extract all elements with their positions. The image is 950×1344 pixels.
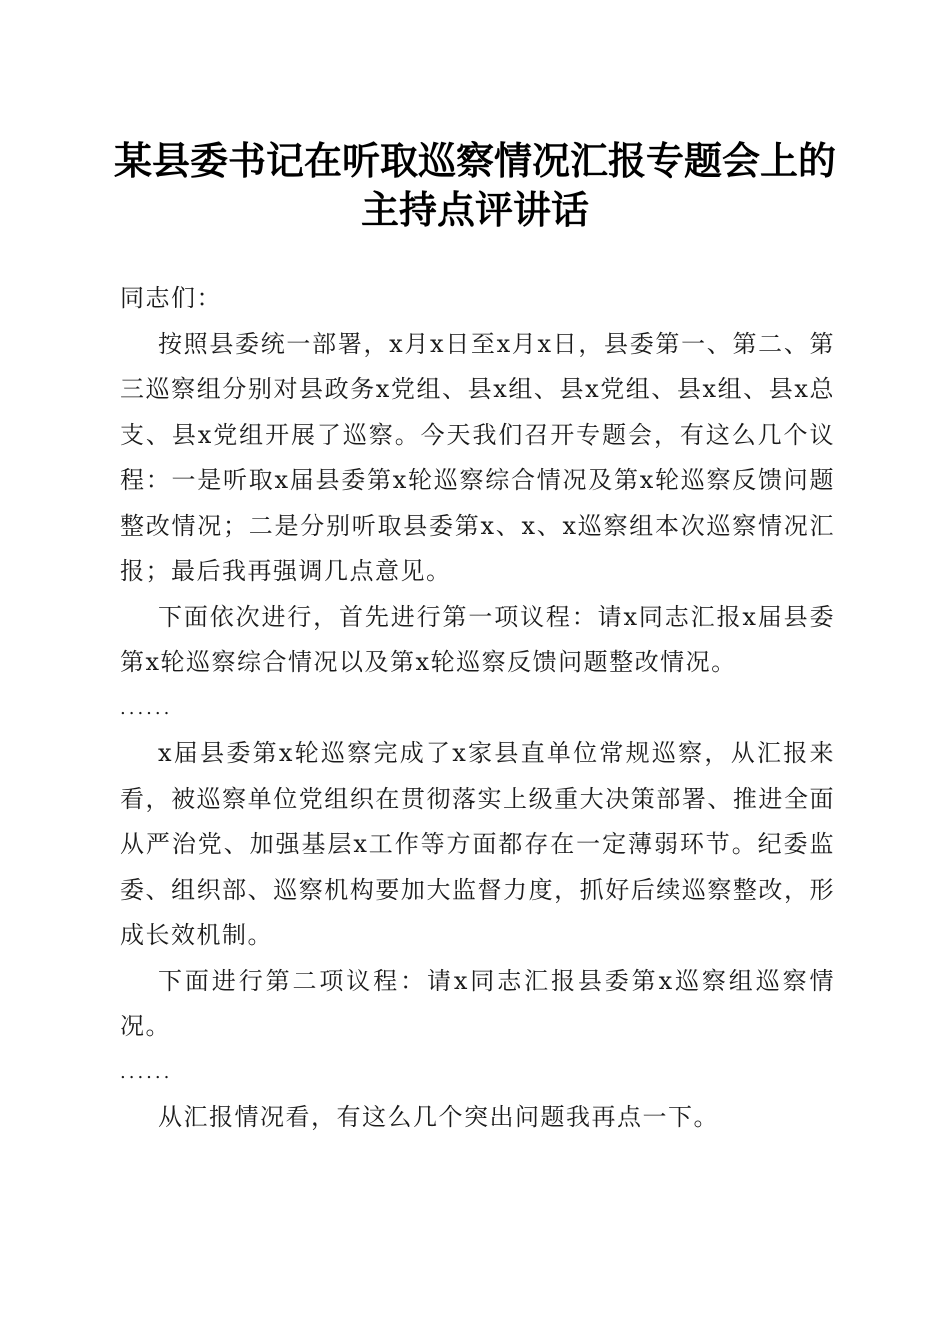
- paragraph-comment-first: x届县委第x轮巡察完成了x家县直单位常规巡察，从汇报来看，被巡察单位党组织在贯彻落实上级重大决策部署、推进全面从严治党、加强基层x工作等方面都存在一定薄弱环节。纪委监委、组织部、巡察机构要加大监督力度，抓好后续巡察整改，形成长效机制。: [120, 739, 835, 949]
- paragraph-agenda: 按照县委统一部署，x月x日至x月x日，县委第一、第二、第三巡察组分别对县政务x党组、县x组、县x党组、县x组、县x总支、县x党组开展了巡察。今天我们召开专题会，有这么几个议程：一是听取x届县委第x轮巡察综合情况及第x轮巡察反馈问题整改情况；二是分别听取县委第x、x、x巡察组本次巡察情况汇报；最后我再强调几点意见。: [120, 329, 835, 585]
- salutation: 同志们：: [120, 284, 222, 312]
- paragraph-highlight-issues: 从汇报情况看，有这么几个突出问题我再点一下。: [158, 1103, 719, 1131]
- document-title: 某县委书记在听取巡察情况汇报专题会上的主持点评讲话: [113, 138, 836, 232]
- paragraph-second-item: 下面进行第二项议程：请x同志汇报县委第x巡察组巡察情况。: [120, 966, 835, 1040]
- document-body: [120, 276, 835, 1141]
- paragraph-first-item: 下面依次进行，首先进行第一项议程：请x同志汇报x届县委第x轮巡察综合情况以及第x轮巡察反馈问题整改情况。: [120, 602, 835, 676]
- ellipsis-1: ......: [120, 697, 173, 719]
- ellipsis-2: ......: [120, 1061, 173, 1083]
